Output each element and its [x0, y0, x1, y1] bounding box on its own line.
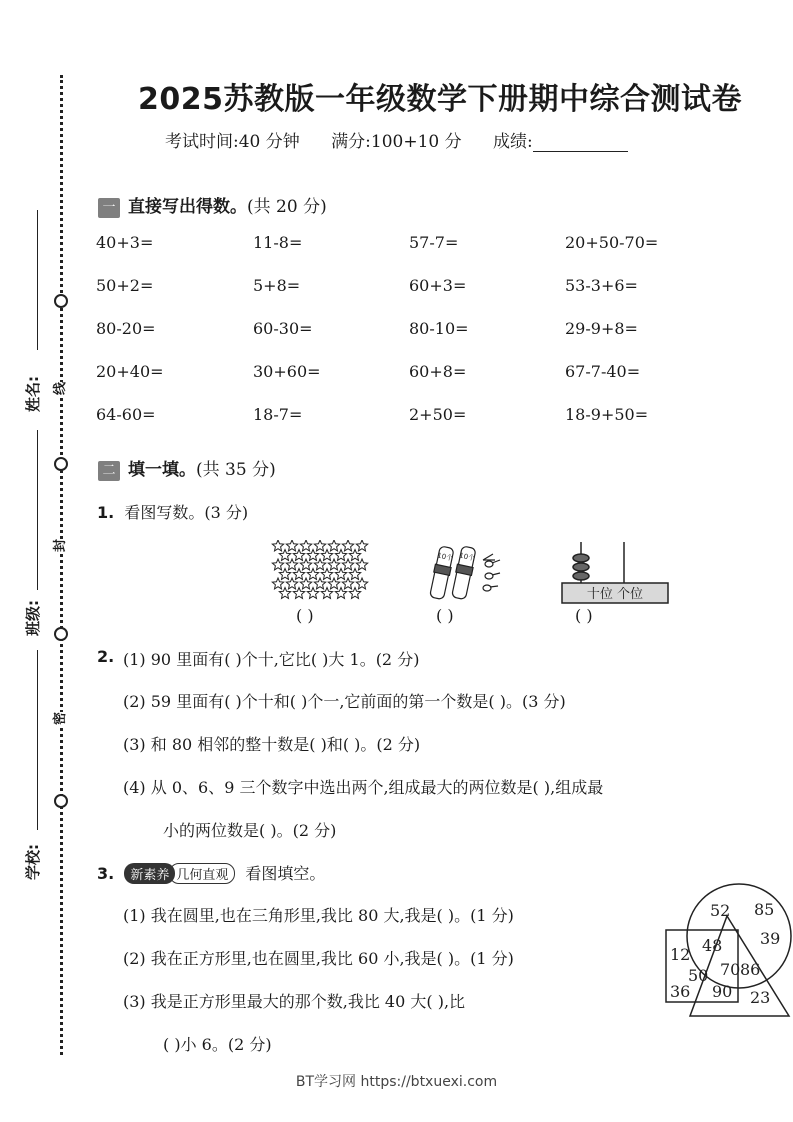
calc-problem: 60+3=	[409, 276, 467, 295]
class-underline	[37, 430, 38, 590]
figure-number: 39	[760, 929, 781, 948]
footer-watermark: BT学习网 https://btxuexi.com	[295, 1074, 498, 1090]
figure-number: 86	[740, 960, 761, 979]
star-icon	[342, 540, 353, 551]
question-2-item-4: (4) 从 0、6、9 三个数字中选出两个,组成最大的两位数是( ),组成最	[123, 778, 604, 797]
star-icon	[272, 540, 283, 551]
section-label: 直接写出得数。	[128, 197, 247, 217]
figure-number: 36	[670, 982, 691, 1001]
abacus-picture	[560, 540, 672, 606]
question-3-item-1: (1) 我在圆里,也在三角形里,我比 80 大,我是( )。(1 分)	[123, 906, 514, 925]
question-2-item-1: (1) 90 里面有( )个十,它比( )大 1。(2 分)	[123, 650, 420, 669]
calc-problem: 80-20=	[96, 319, 156, 338]
calc-problem: 11-8=	[253, 233, 303, 252]
binding-circle	[54, 627, 68, 641]
figure-number: 23	[750, 988, 771, 1007]
figure-number: 70	[720, 960, 741, 979]
abacus-place-labels: 十位 个位	[586, 587, 644, 602]
binding-circle	[54, 294, 68, 308]
section-2-heading	[98, 455, 276, 481]
section-number-badge: 一	[98, 198, 120, 218]
calc-problem: 60-30=	[253, 319, 313, 338]
calc-problem: 18-7=	[253, 405, 303, 424]
name-label: 姓名:	[24, 376, 42, 412]
section-points: (共 35 分)	[196, 460, 276, 480]
calc-problem: 18-9+50=	[565, 405, 649, 424]
score-blank[interactable]	[533, 151, 628, 152]
binding-circle	[54, 794, 68, 808]
calc-problem: 50+2=	[96, 276, 154, 295]
exam-time: 考试时间:40 分钟	[165, 132, 300, 152]
question-3-item-3-cont: ( )小 6。(2 分)	[163, 1035, 272, 1054]
star-icon	[356, 540, 367, 551]
stick-bundles-picture	[423, 542, 508, 604]
calc-problem: 80-10=	[409, 319, 469, 338]
new-literacy-badge: 新素养	[124, 863, 175, 884]
calc-problem: 40+3=	[96, 233, 154, 252]
stars-picture	[270, 540, 370, 602]
section-points: (共 20 分)	[247, 197, 327, 217]
name-underline	[37, 210, 38, 350]
calc-problem: 53-3+6=	[565, 276, 638, 295]
exam-info	[165, 127, 654, 152]
calc-problem: 20+50-70=	[565, 233, 659, 252]
answer-blank-sticks[interactable]: ( )	[436, 606, 454, 625]
geometry-badge: 几何直观	[169, 863, 235, 884]
question-1: 1. 看图写数。(3 分)	[97, 503, 249, 522]
calc-problem: 60+8=	[409, 362, 467, 381]
question-3-item-3: (3) 我是正方形里最大的那个数,我比 40 大( ),比	[123, 992, 466, 1011]
star-icon	[286, 540, 297, 551]
binding-word: 密	[48, 712, 69, 725]
star-icon	[300, 540, 311, 551]
section-1-heading	[98, 192, 327, 218]
binding-dotted-line	[60, 75, 63, 1055]
calc-problem: 29-9+8=	[565, 319, 638, 338]
exam-full-score: 满分:100+10 分	[331, 132, 462, 152]
answer-blank-abacus[interactable]: ( )	[575, 606, 593, 625]
question-2-item-2: (2) 59 里面有( )个十和( )个一,它前面的第一个数是( )。(3 分)	[123, 692, 566, 711]
class-label: 班级:	[24, 600, 42, 636]
bundle-label: 10个	[436, 551, 454, 563]
question-2-item-4-cont: 小的两位数是( )。(2 分)	[163, 821, 337, 840]
school-underline	[37, 650, 38, 830]
section-label: 填一填。	[128, 460, 196, 480]
school-label: 学校:	[24, 844, 42, 880]
calc-problem: 2+50=	[409, 405, 467, 424]
question-2-item-3: (3) 和 80 相邻的整十数是( )和( )。(2 分)	[123, 735, 421, 754]
question-2-number: 2.	[97, 647, 115, 666]
calc-problem: 67-7-40=	[565, 362, 641, 381]
score-label: 成绩:	[493, 132, 533, 152]
calc-problem: 57-7=	[409, 233, 459, 252]
binding-word: 线	[48, 382, 69, 395]
answer-blank-stars[interactable]: ( )	[296, 606, 314, 625]
calc-problem: 5+8=	[253, 276, 301, 295]
shapes-figure	[662, 878, 792, 1023]
figure-number: 90	[712, 982, 733, 1001]
star-icon	[314, 540, 325, 551]
figure-number: 50	[688, 966, 709, 985]
figure-number: 48	[702, 936, 723, 955]
question-3-item-2: (2) 我在正方形里,也在圆里,我比 60 小,我是( )。(1 分)	[123, 949, 514, 968]
calc-problem: 30+60=	[253, 362, 321, 381]
question-3-heading: 3. 新素养 几何直观 看图填空。	[97, 864, 326, 883]
section-number-badge: 二	[98, 461, 120, 481]
figure-number: 52	[710, 901, 731, 920]
figure-number: 12	[670, 945, 691, 964]
calc-problem: 20+40=	[96, 362, 164, 381]
page-title: 2025苏教版一年级数学下册期中综合测试卷	[138, 82, 742, 117]
star-icon	[328, 540, 339, 551]
figure-number: 85	[754, 900, 775, 919]
binding-word: 封	[48, 539, 69, 552]
binding-circle	[54, 457, 68, 471]
calc-problem: 64-60=	[96, 405, 156, 424]
bundle-label: 10个	[458, 551, 476, 563]
